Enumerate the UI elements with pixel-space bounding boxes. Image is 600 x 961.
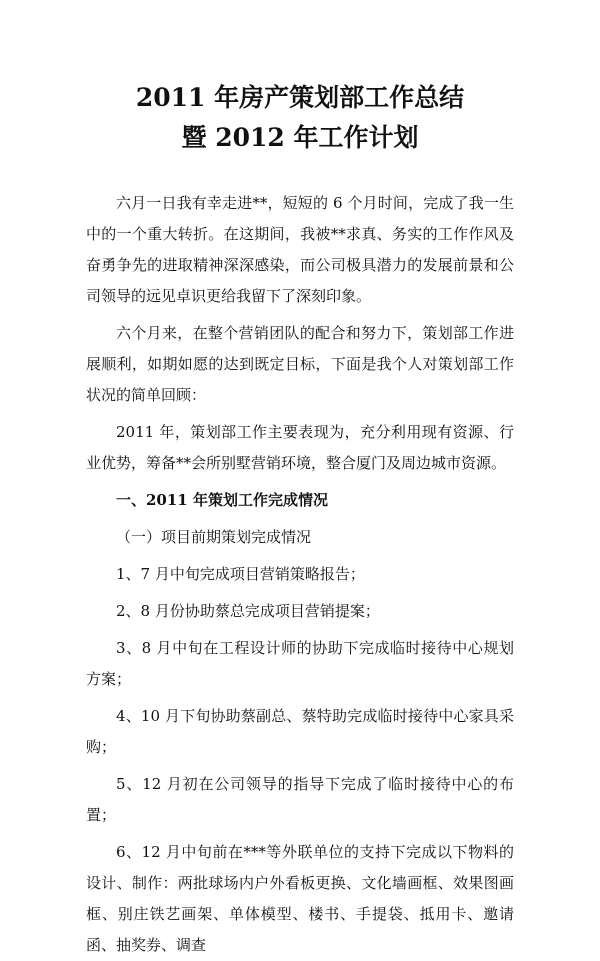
subsection-heading: （一）项目前期策划完成情况 [116, 528, 312, 546]
list-item: 2、8 月份协助蔡总完成项目营销提案； [116, 602, 380, 620]
list-item: 3、8 月中旬在工程设计师的协助下完成临时接待中心规划方案； [86, 639, 514, 688]
list-item: 1、7 月中旬完成项目营销策略报告； [116, 565, 365, 583]
review-paragraph: 六个月来，在整个营销团队的配合和努力下，策划部工作进展顺利，如期如愿的达到既定目标，下面是我个人对策划部工作状况的简单回顾： [86, 324, 514, 404]
title-block [86, 78, 514, 158]
intro-paragraph: 六月一日我有幸走进**，短短的 6 个月时间，完成了我一生中的一个重大转折。在这期间，我被**求真、务实的工作作风及奋勇争先的进取精神深深感染，而公司极具潜力的发展前景和公司领导的远见卓识更给我留下了深刻印象。 [86, 194, 514, 305]
document-title-line-2: 暨 2012 年工作计划 [181, 123, 419, 152]
section-heading: 一、2011 年策划工作完成情况 [116, 491, 328, 509]
list-item: 5、12 月初在公司领导的指导下完成了临时接待中心的布置； [86, 775, 514, 824]
list-item: 4、10 月下旬协助蔡副总、蔡特助完成临时接待中心家具采购； [86, 707, 514, 756]
document-title-line-1: 2011 年房产策划部工作总结 [135, 83, 465, 112]
list-item: 6、12 月中旬前在***等外联单位的支持下完成以下物料的设计、制作：两批球场内户外看板更换、文化墙画框、效果图画框、别庄铁艺画架、单体模型、楼书、手提袋、抵用卡、邀请函、抽奖券、调查 [86, 843, 514, 954]
summary-paragraph: 2011 年，策划部工作主要表现为，充分利用现有资源、行业优势，筹备**会所别墅营销环境，整合厦门及周边城市资源。 [86, 423, 514, 472]
